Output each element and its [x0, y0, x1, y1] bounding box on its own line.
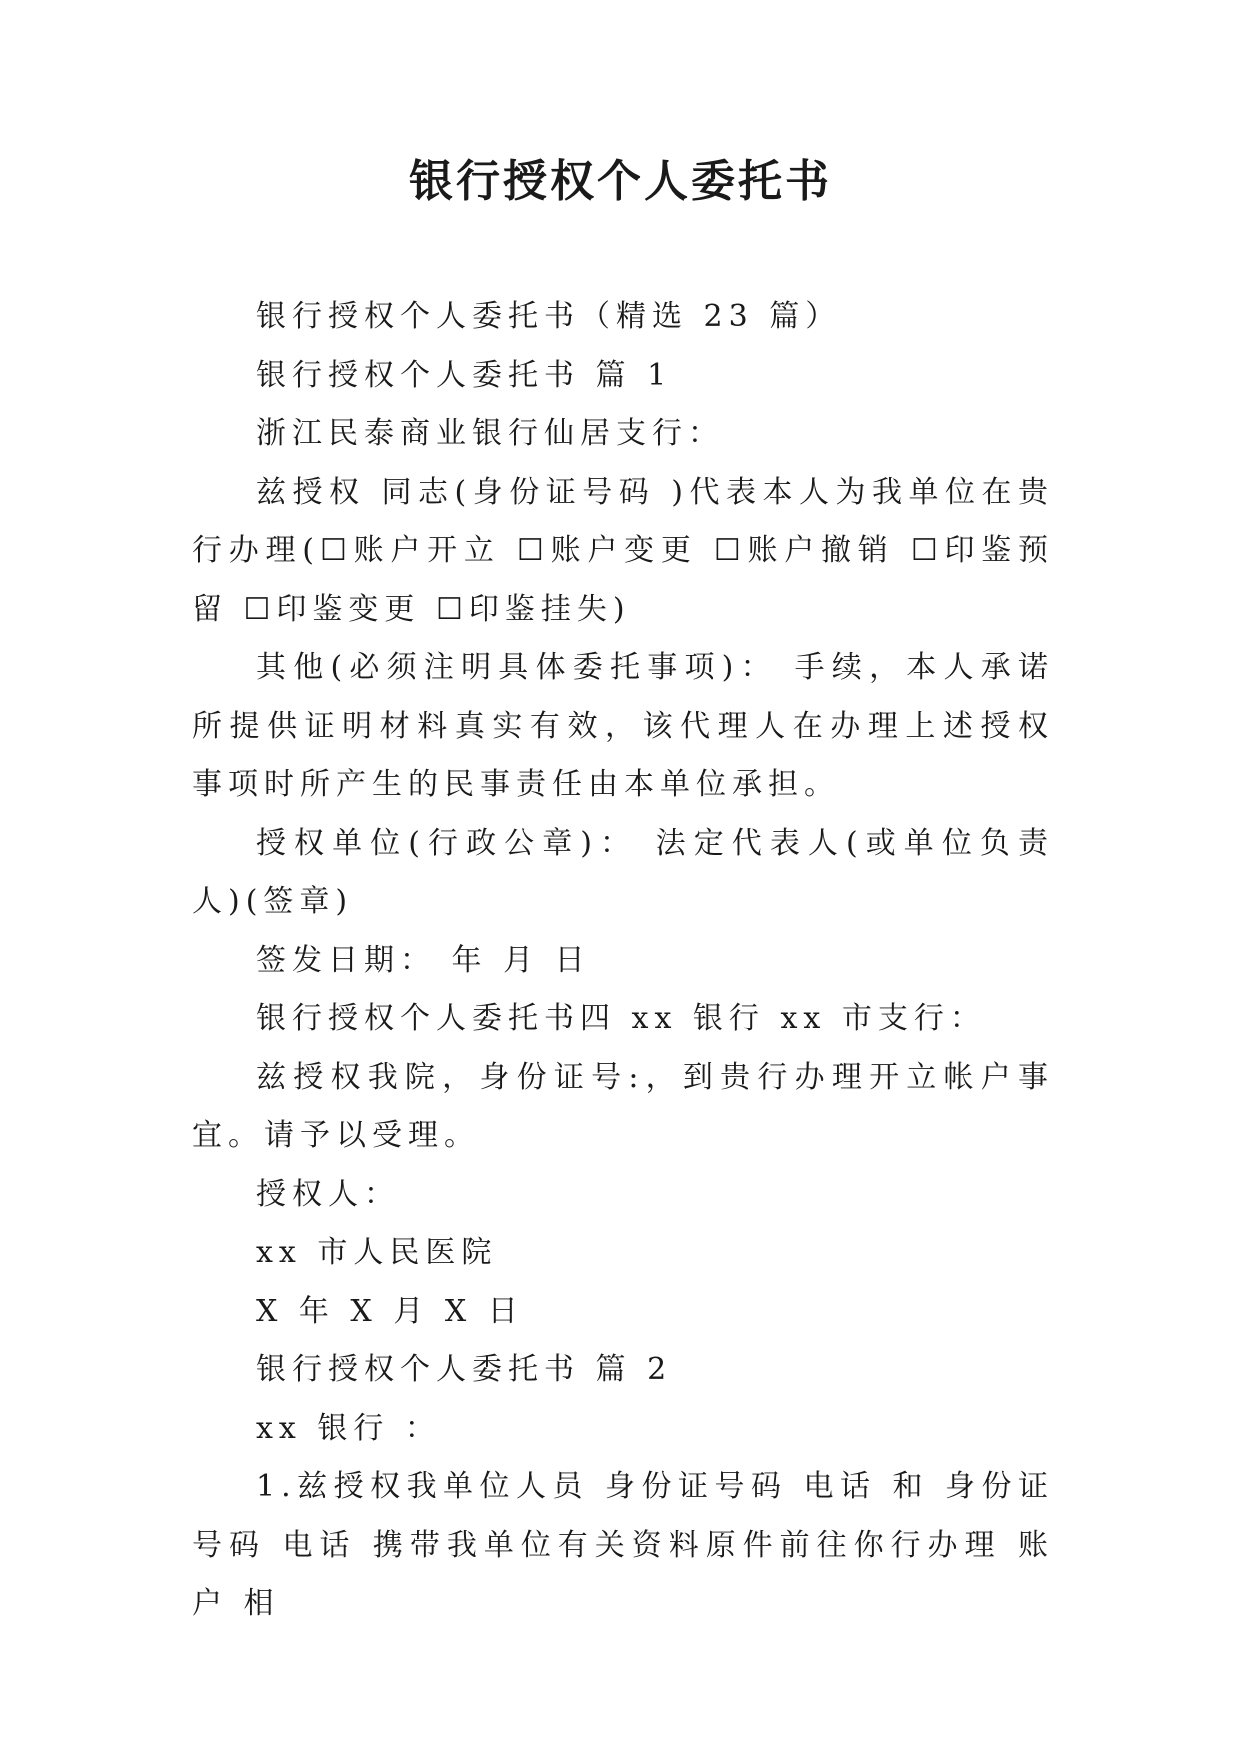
document-body: [192, 288, 1054, 1634]
paragraph-section-1-heading: 银行授权个人委托书 篇 1: [256, 357, 673, 393]
paragraph-issue-date: 签发日期： 年 月 日: [256, 942, 591, 978]
paragraph-account-opening: 兹授权我院，身份证号:，到贵行办理开立帐户事宜。请予以受理。: [192, 1059, 1054, 1153]
paragraph-other-matters: 其他(必须注明具体委托事项)： 手续，本人承诺所提供证明材料真实有效，该代理人在办理上述授权事项时所产生的民事责任由本单位承担。: [192, 650, 1054, 802]
paragraph-date: X 年 X 月 X 日: [256, 1293, 524, 1329]
paragraph-authorizing-unit: 授权单位(行政公章)： 法定代表人(或单位负责人)(签章): [192, 825, 1054, 919]
paragraph-section-4-heading: 银行授权个人委托书四 xx 银行 xx 市支行：: [256, 1001, 986, 1036]
paragraph-addressee: 浙江民泰商业银行仙居支行：: [256, 416, 724, 451]
paragraph-section-2-heading: 银行授权个人委托书 篇 2: [256, 1352, 673, 1387]
paragraph-hospital-name: xx 市人民医院: [256, 1235, 498, 1270]
document-title: 银行授权个人委托书: [409, 156, 832, 207]
paragraph-bank-addressee: xx 银行 ：: [256, 1410, 441, 1446]
paragraph-item-1: 1.兹授权我单位人员 身份证号码 电话 和 身份证号码 电话 携带我单位有关资料原件前往你行办理 账户 相: [192, 1469, 1054, 1621]
paragraph-subtitle: 银行授权个人委托书（精选 23 篇）: [256, 299, 842, 334]
paragraph-authorization: 兹授权 同志(身份证号码 )代表本人为我单位在贵行办理(☐账户开立 ☐账户变更 ☐账户撤销 ☐印鉴预留 ☐印鉴变更 ☐印鉴挂失): [192, 474, 1054, 627]
paragraph-authorizer-label: 授权人：: [256, 1176, 400, 1212]
